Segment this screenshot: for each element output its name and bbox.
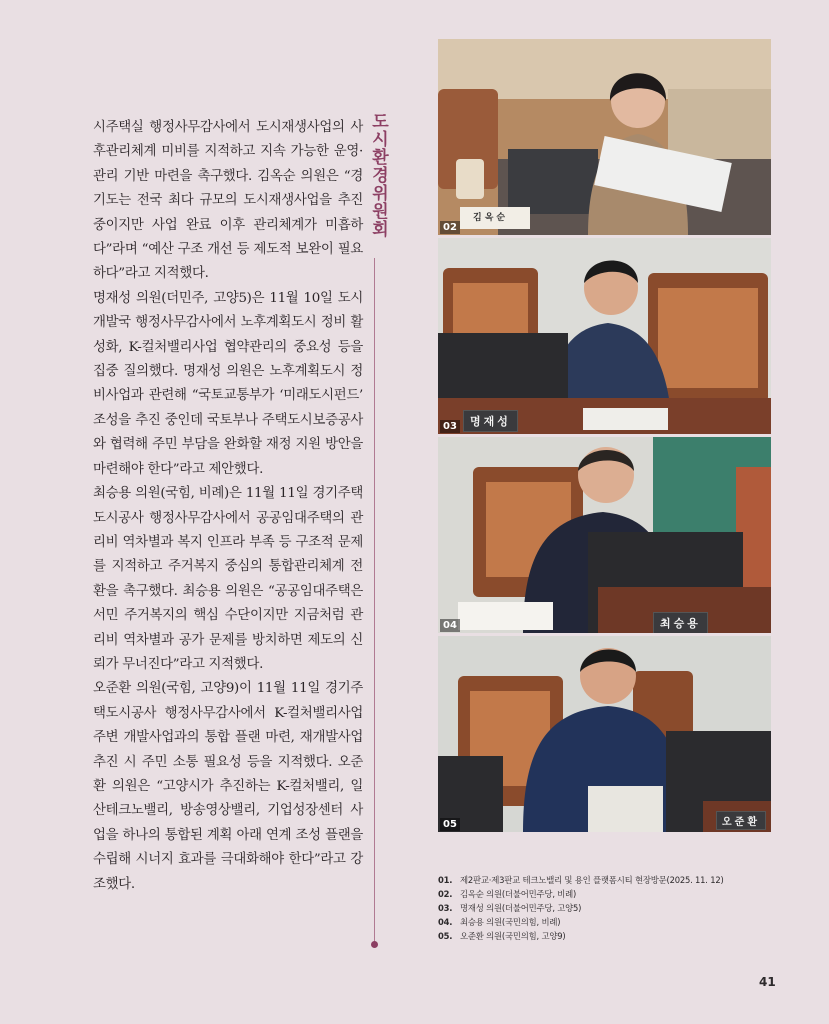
article-body xyxy=(93,116,363,897)
caption-item xyxy=(438,929,778,943)
nameplate: 최승용 xyxy=(653,612,708,633)
caption-number: 03. xyxy=(438,903,453,913)
caption-item xyxy=(438,887,778,901)
caption-number: 04. xyxy=(438,917,453,927)
article-paragraph: 명재성 의원(더민주, 고양5)은 11월 10일 도시개발국 행정사무감사에서 노후계획도시 정비 활성화, K-컬처밸리사업 협약관리의 중요성 등을 집중 질의했다. 명재성 의원은 노후계획도시 정비사업과 관련해 “국토교통부가 ‘미래도시펀드’ 조성을 추진 중인데 국토부나 주택도시보증공사와 협력해 주민 부담을 완화할 재정 지원 방안을 마련해야 한다”라고 제안했다. xyxy=(93,290,363,477)
caption-number: 01. xyxy=(438,875,453,885)
caption-text: 오준환 의원(국민의힘, 고양9) xyxy=(460,931,566,941)
nameplate: 오준환 xyxy=(716,811,766,830)
caption-item xyxy=(438,873,778,887)
caption-text: 최승용 의원(국민의힘, 비례) xyxy=(460,917,561,927)
photo-number: 05 xyxy=(440,818,460,831)
caption-text: 제2판교·제3판교 테크노밸리 및 용인 플랫폼시티 현장방문(2025. 11. 12) xyxy=(460,875,724,885)
article-paragraph: 시주택실 행정사무감사에서 도시재생사업의 사후관리체계 미비를 지적하고 지속 가능한 운영·관리 기반 마련을 촉구했다. 김옥순 의원은 “경기도는 전국 최다 규모의 도시재생사업을 추진 중이지만 사업 완료 이후 관리체계가 미흡하다”라며 “예산 구조 개선 등 제도적 보완이 필요하다”라고 지적했다. xyxy=(93,120,363,282)
photo-number: 02 xyxy=(440,221,460,234)
caption-text: 명재성 의원(더불어민주당, 고양5) xyxy=(460,903,582,913)
photo-choi-seungyong xyxy=(438,437,771,633)
photo-captions xyxy=(438,873,778,943)
article-paragraph: 최승용 의원(국힘, 비례)은 11월 11일 경기주택도시공사 행정사무감사에서 공공임대주택의 관리비 역차별과 복지 인프라 부족 등 구조적 문제를 지적하고 주거복지 중심의 통합관리체계 전환을 촉구했다. 최승용 의원은 “공공임대주택은 서민 주거복지의 핵심 수단이지만 지금처럼 관리비 역차별과 공가 문제를 방치하면 제도의 신뢰가 무너진다”라고 지적했다. xyxy=(93,486,363,672)
caption-text: 김옥순 의원(더불어민주당, 비례) xyxy=(460,889,577,899)
caption-item xyxy=(438,901,778,915)
photo-oh-junhwan xyxy=(438,636,771,832)
photo-myung-jaesung xyxy=(438,238,771,434)
photo-number: 03 xyxy=(440,420,460,433)
nameplate: 명재성 xyxy=(463,410,518,432)
section-divider-dot xyxy=(371,941,378,948)
article-paragraph: 오준환 의원(국힘, 고양9)이 11월 11일 경기주택도시공사 행정사무감사에서 K-컬처밸리사업 주변 개발사업과의 통합 플랜 마련, 재개발사업 추진 시 주민 소통 필요성 등을 지적했다. 오준환 의원은 “고양시가 추진하는 K-컬처밸리, 일산테크노밸리, 방송영상밸리, 기업성장센터 사업을 하나의 통합된 계획 아래 연계 조성 플랜을 수립해 시너지 효과를 극대화해야 한다”라고 강조했다. xyxy=(93,681,363,892)
page-number: 41 xyxy=(759,975,776,989)
caption-number: 02. xyxy=(438,889,453,899)
photo-number: 04 xyxy=(440,619,460,632)
caption-item xyxy=(438,915,778,929)
section-label: 도시환경위원회 xyxy=(368,112,388,238)
photo-kim-oksun xyxy=(438,39,771,235)
section-divider xyxy=(374,258,375,944)
caption-number: 05. xyxy=(438,931,453,941)
nameplate: 김옥순 xyxy=(468,209,513,224)
